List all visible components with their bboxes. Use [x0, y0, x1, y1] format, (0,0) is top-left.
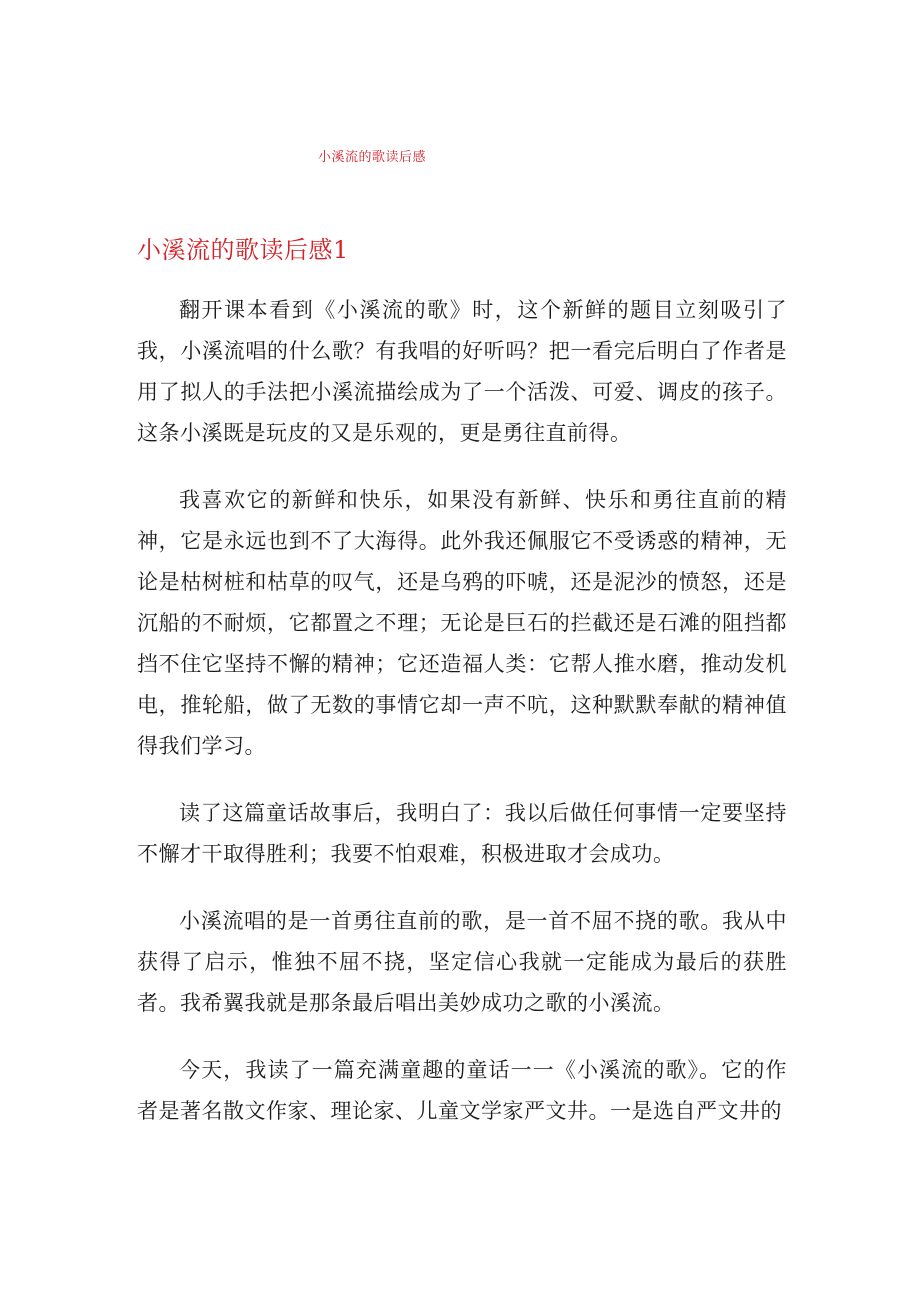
section-title: 小溪流的歌读后感1 — [137, 236, 349, 264]
paragraph-2: 我喜欢它的新鲜和快乐，如果没有新鲜、快乐和勇往直前的精神，它是永远也到不了大海得。此外我还佩服它不受诱惑的精神，无论是枯树桩和枯草的叹气，还是乌鸦的吓唬，还是泥沙的愤怒，还是沉船的不耐烦，它都置之不理；无论是巨石的拦截还是石滩的阻挡都挡不住它坚持不懈的精神；它还造福人类：它帮人推水磨，推动发机电，推轮船，做了无数的事情它却一声不吭，这种默默奉献的精神值得我们学习。 — [137, 488, 787, 758]
paragraph-4: 小溪流唱的是一首勇往直前的歌，是一首不屈不挠的歌。我从中获得了启示，惟独不屈不挠，坚定信心我就一定能成为最后的获胜者。我希翼我就是那条最后唱出美妙成功之歌的小溪流。 — [137, 909, 787, 1015]
document-body — [137, 290, 787, 1158]
paragraph-3: 读了这篇童话故事后，我明白了：我以后做任何事情一定要坚持不懈才干取得胜利；我要不怕艰难，积极进取才会成功。 — [137, 801, 787, 866]
paragraph-1: 翻开课本看到《小溪流的歌》时，这个新鲜的题目立刻吸引了我，小溪流唱的什么歌？有我唱的好听吗？把一看完后明白了作者是用了拟人的手法把小溪流描绘成为了一个活泼、可爱、调皮的孩子。这条小溪既是玩皮的又是乐观的，更是勇往直前得。 — [137, 298, 787, 445]
paragraph-5: 今天，我读了一篇充满童趣的童话一一《小溪流的歌》。它的作者是著名散文作家、理论家、儿童文学家严文井。一是选自严文井的 — [137, 1058, 787, 1123]
document-header: 小溪流的歌读后感 — [318, 150, 427, 165]
